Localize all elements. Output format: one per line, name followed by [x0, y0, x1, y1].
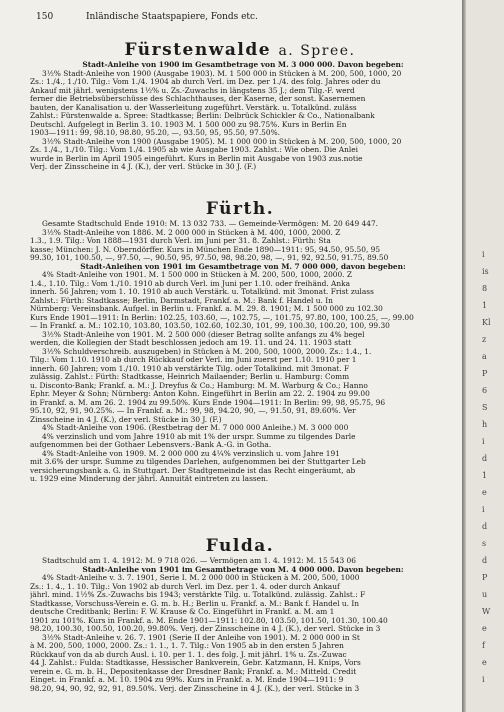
text-line: 1903—1911: 99, 98.10, 98.80, 95.20, —, 93.50, 95, 95.50, 97.50%. — [30, 129, 280, 137]
section-body-fulda — [30, 557, 456, 693]
adjacent-text-fragment: d — [482, 522, 488, 531]
adjacent-text-fragment: e — [482, 488, 487, 497]
text-line: Ankauf mit jährl. wenigstens 1½% u. Zs.-Zuwachs in längstens 35 J.; dem Tilg.-F. werd — [30, 86, 355, 95]
text-line: 3½% Stadt-Anleihe von 1900 (Ausgabe 1905). M. 1 000 000 in Stücken à M. 200, 500, 1000, 20 — [42, 137, 402, 146]
text-line: verein e. G. m. b. H., Depositenkasse der Dresdner Bank; Frankf. a. M.: Mitteld. Credit — [30, 667, 357, 676]
text-line: — In Frankf. a. M.: 102.10, 103.80, 103.50, 102.60, 102.30, 101, 99, 100.30, 100.20, 100, 99.30 — [30, 322, 390, 330]
text-line: à M. 200, 500, 1000, 2000. Zs.: 1. 1., 1. 7. Tilg.: Von 1905 ab in den ersten 5 Jahren — [30, 642, 344, 650]
text-line: Zahlst.: Fürstenwalde a. Spree: Stadtkasse; Berlin: Delbrück Schickler & Co., Nationalbank — [30, 112, 375, 120]
text-line: innerh. 56 Jahren; vom 1. 10. 1910 ab auch Verstärk. u. Totalkünd. mit 3monat. Frist zulass — [30, 288, 374, 296]
running-header — [26, 12, 446, 26]
text-line: in Frankf. a. M. am 26. 2. 1904 zu 99.50%. Kurs Ende 1904—1911: In Berlin: 99, 98, 95.75, 96 — [30, 398, 386, 407]
adjacent-text-fragment: h — [482, 420, 488, 429]
text-line: 3½% Schuldverschreib. auszugeben) in Stücken à M. 200, 500, 1000, 2000. Zs.: 1.4., 1. — [42, 347, 372, 356]
text-line: 98.20, 94, 90, 92, 92, 91, 89.50%. Verj. der Zinsscheine in 4 J. (K.), der verl. Stücke in 3 — [30, 684, 360, 693]
text-line: 95.10, 92, 91, 90.25%. — In Frankf. a. M.: 99, 98, 94.20, 90, —, 91.50, 91, 89.60%. Ver — [30, 407, 356, 415]
text-line: Stadt-Anleihe von 1900 im Gesamtbetrage von M. 3 000 000. Davon begeben: — [82, 61, 404, 69]
text-line: innerh. 60 Jahren; vom 1./10. 1910 ab verstärkte Tilg. oder Totalkünd. mit 3monat. F — [30, 364, 350, 373]
adjacent-text-fragment: d — [482, 556, 488, 565]
section-title-fuerth — [30, 199, 450, 219]
text-line: jährl. mind. 1½% Zs.-Zuwachs bis 1943; verstärkte Tilg. u. Totalkünd. zulässig. Zahlst.: F — [30, 591, 366, 599]
section-title-fuerstenwalde — [30, 40, 450, 60]
section-title-text: Fulda. — [205, 536, 275, 556]
adjacent-text-fragment: d — [482, 454, 488, 463]
adjacent-text-fragment: 8 — [482, 284, 488, 293]
adjacent-text-fragment: 1 — [482, 301, 488, 310]
text-line: wurde in Berlin im April 1905 eingeführt. Kurs in Berlin mit Ausgabe von 1903 zus.notie — [30, 154, 363, 163]
text-line: Rückkauf von da ab durch Ausl. i. 10. per 1. 1. des folg. J. mit jährl. 1% u. Zs.-Zuwac — [30, 650, 347, 659]
text-line: Zs.: 1. 4., 1. 10. Tilg.: Von 1902 ab durch Verl. im Dez. per 1. 4. oder durch Ankauf — [30, 582, 340, 591]
adjacent-text-fragment: a — [482, 352, 487, 361]
text-line: ferner die Betriebsüberschüsse des Schlachthauses, der Kaserne, der sonst. Kasernemen — [30, 95, 366, 103]
adjacent-text-fragment: P — [482, 369, 488, 378]
adjacent-text-fragment: P — [482, 573, 488, 582]
page-fold-shadow — [462, 0, 466, 712]
text-line: 3½% Stadt-Anleihe von 1900 (Ausgabe 1903). M. 1 500 000 in Stücken à M. 200, 500, 1000, 20 — [42, 69, 402, 78]
adjacent-text-fragment: u — [482, 590, 488, 599]
adjacent-text-fragment: i — [482, 250, 485, 259]
text-line: 4% verzinslich und vom Jahre 1910 ab mit 1% der urspr. Summe zu tilgendes Darle — [42, 432, 356, 441]
text-line: Zs. 1./4., 1./10. Tilg.: Vom 1./4. 1905 ab wie Ausgabe 1903. Zahlst.: Wie oben. Die Anlei — [30, 146, 358, 154]
text-line: Nürnberg: Vereinsbank. Aufgel. in Berlin u. Frankf. a. M. 29. 8. 1901; M. 1 500 000 zu 102.30 — [30, 305, 383, 313]
adjacent-text-fragment: Kl — [482, 318, 491, 327]
text-line: Gesamte Stadtschuld Ende 1910: M. 13 032 733. — Gemeinde-Vermögen: M. 20 649 447. — [42, 220, 378, 228]
text-line: Stadt-Anleihe von 1901 im Gesamtbetrage von M. 4 000 000. Davon begeben: — [82, 565, 404, 574]
text-line: 3½% Stadt-Anleihe v. 26. 7. 1901 (Serie II der Anleihe von 1901). M. 2 000 000 in St — [42, 633, 360, 642]
text-line: Deutschl. Aufgelegt in Berlin 3. 10. 1903 M. 1 500 000 zu 98.75%. Kurs in Berlin En — [30, 120, 347, 129]
section-title-fulda — [30, 536, 450, 556]
text-line: Zinsscheine in 4 J. (K.), der verl. Stücke in 30 J. (F.) — [30, 415, 222, 424]
text-line: u. Disconto-Bank; Frankf. a. M.: J. Dreyfus & Co.; Hamburg: M. M. Warburg & Co.; Hanno — [30, 381, 368, 390]
text-line: Zahlst.: Fürth: Stadtkasse; Berlin, Darmstadt, Frankf. a. M.: Bank f. Handel u. In — [30, 296, 333, 305]
section-body-fuerstenwalde — [30, 61, 456, 172]
text-line: 3½% Stadt-Anleihe von 1901. M. 2 500 000 (dieser Betrag sollte anfangs zu 4% begel — [42, 330, 365, 339]
text-line: Stadt-Anleihen von 1901 im Gesamtbetrage von M. 7 000 000, davon begeben: — [80, 262, 406, 271]
text-line: Tilg.: Vom 1.10. 1910 ab durch Rückkauf oder Verl. im Juni zuerst per 1.10. 1910 per 1 — [30, 356, 357, 364]
section-title-text: Fürth. — [205, 199, 275, 219]
text-line: mit 3.6% der urspr. Summe zu tilgendes Darlehen, aufgenommen bei der Stuttgarter Leb — [30, 458, 366, 466]
text-line: Zs.: 1./4., 1./10. Tilg.: Vom 1./4. 1904 ab durch Verl. im Dez. per 1./4. des folg. Jahres oder du — [30, 78, 381, 86]
text-line: zulässig. Zahlst.: Fürth: Stadtkasse, Heinrich Mailaender; Berlin u. Hamburg: Comm — [30, 373, 350, 381]
adjacent-text-fragment: e — [482, 624, 487, 633]
adjacent-text-fragment: s — [482, 539, 487, 548]
text-line: 1.3., 1.9. Tilg.: Von 1888—1931 durch Verl. im Juni per 31. 8. Zahlst.: Fürth: Sta — [30, 237, 331, 245]
page-number: 150 — [36, 12, 54, 22]
adjacent-text-fragment: W — [482, 607, 491, 616]
section-body-fuerth — [30, 220, 456, 484]
text-line: Stadtkasse, Vorschuss-Verein e. G. m. b. H.; Berlin u. Frankf. a. M.: Bank f. Handel u. In — [30, 599, 360, 608]
text-line: 4% Stadt-Anleihe von 1901. M. 1 500 000 in Stücken à M. 200, 500, 1000, 2000. Z — [42, 271, 353, 279]
text-line: 99.30, 101, 100.50, —, 97.50, —, 90.50, 95, 97.50, 98, 98.20, 98, —, 91, 92, 92.50, 91.75, 89.50 — [30, 254, 389, 262]
adjacent-text-fragment: e — [482, 658, 487, 667]
adjacent-page-edge — [462, 0, 504, 712]
text-line: 3½% Stadt-Anleihe von 1886. M. 2 000 000 in Stücken à M. 400, 1000, 2000. Z — [42, 228, 341, 237]
text-line: Kurs Ende 1901—1911: In Berlin: 102.25, 103.60, —, 102.75, —, 101.75, 97.80, 100, 100.25, —, 99.00 — [30, 313, 414, 322]
text-line: Stadtschuld am 1. 4. 1912: M. 9 718 026. — Vermögen am 1. 4. 1912: M. 15 543 06 — [42, 557, 356, 565]
section-title-text: Fürstenwalde — [124, 40, 272, 60]
adjacent-text-fragment: 1 — [482, 471, 488, 480]
adjacent-text-fragment: is — [482, 267, 489, 276]
text-line: Einget. in Frankf. a. M. 10. 1904 zu 99%. Kurs in Frankf. a. M. Ende 1904—1911: 9 — [30, 676, 344, 684]
adjacent-text-fragment: i — [482, 675, 485, 684]
text-line: Ephr. Meyer & Sohn; Nürnberg: Anton Kohn. Eingeführt in Berlin am 22. 2. 1904 zu 99.00 — [30, 390, 370, 398]
text-line: 1.4., 1.10. Tilg.: Vom 1./10. 1910 ab durch Verl. im Juni per 1.10. oder freihänd. Anka — [30, 279, 351, 288]
adjacent-text-fragment: z — [482, 335, 487, 344]
section-title-suffix: a. Spree. — [278, 43, 356, 59]
adjacent-text-fragment: i — [482, 437, 485, 446]
text-line: deutsche Creditbank; Berlin: F. W. Krause & Co. Eingeführt in Frankf. a. M. am 1 — [30, 608, 335, 616]
text-line: 4% Stadt-Anleihe von 1909. M. 2 000 000 zu 4¼% verzinslich u. vom Jahre 191 — [42, 449, 340, 458]
adjacent-text-fragment: f — [482, 641, 485, 650]
text-line: 4% Stadt-Anleihe v. 3. 7. 1901, Serie I. M. 2 000 000 in Stücken à M. 200, 500, 1000 — [42, 574, 360, 582]
text-line: 4% Stadt-Anleihe von 1906. (Restbetrag der M. 7 000 000 Anleihe.) M. 3 000 000 — [42, 424, 349, 432]
text-line: bauten, der Kanalisation u. der Wasserleitung zugeführt. Verstärk. u. Totalkünd. zuläss — [30, 103, 357, 112]
text-line: u. 1929 eine Minderung der jährl. Annuität eintreten zu lassen. — [30, 475, 269, 483]
text-line: werden, die Kollegien der Stadt beschlossen jedoch am 19. 11. und 24. 11. 1903 statt — [30, 339, 352, 347]
text-line: 98.20, 100.30, 100.50, 100.20, 99.80%. Verj. der Zinsscheine in 4 J. (K.), der verl. Stücke in 3 — [30, 625, 381, 633]
adjacent-text-fragment: S — [482, 403, 488, 412]
text-line: 44 J. Zahlst.: Fulda: Stadtkasse, Hessischer Bankverein, Gebr. Katzmann, H. Knips, Vors — [30, 659, 361, 667]
text-line: Verj. der Zinsscheine in 4 J. (K.), der verl. Stücke in 30 J. (F.) — [30, 163, 257, 171]
adjacent-text-fragment: 6 — [482, 386, 488, 395]
text-line: aufgenommen bei der Gothaer Lebensvers.-Bank A.-G. in Gotha. — [30, 441, 272, 449]
text-line: versicherungsbank a. G. in Stuttgart. Der Stadtgemeinde ist das Recht eingeräumt, ab — [30, 466, 356, 475]
text-line: 1901 zu 101%. Kurs in Frankf. a. M. Ende 1901—1911: 102.80, 103.50, 101.50, 101.30, 100.40 — [30, 616, 388, 625]
text-line: kasse; München: J. N. Oberndörffer. Kurs in München Ende 1890—1911: 95, 94.50, 95.50, 95 — [30, 245, 381, 254]
adjacent-text-fragment: i — [482, 505, 485, 514]
running-title: Inländische Staatspapiere, Fonds etc. — [86, 12, 258, 22]
